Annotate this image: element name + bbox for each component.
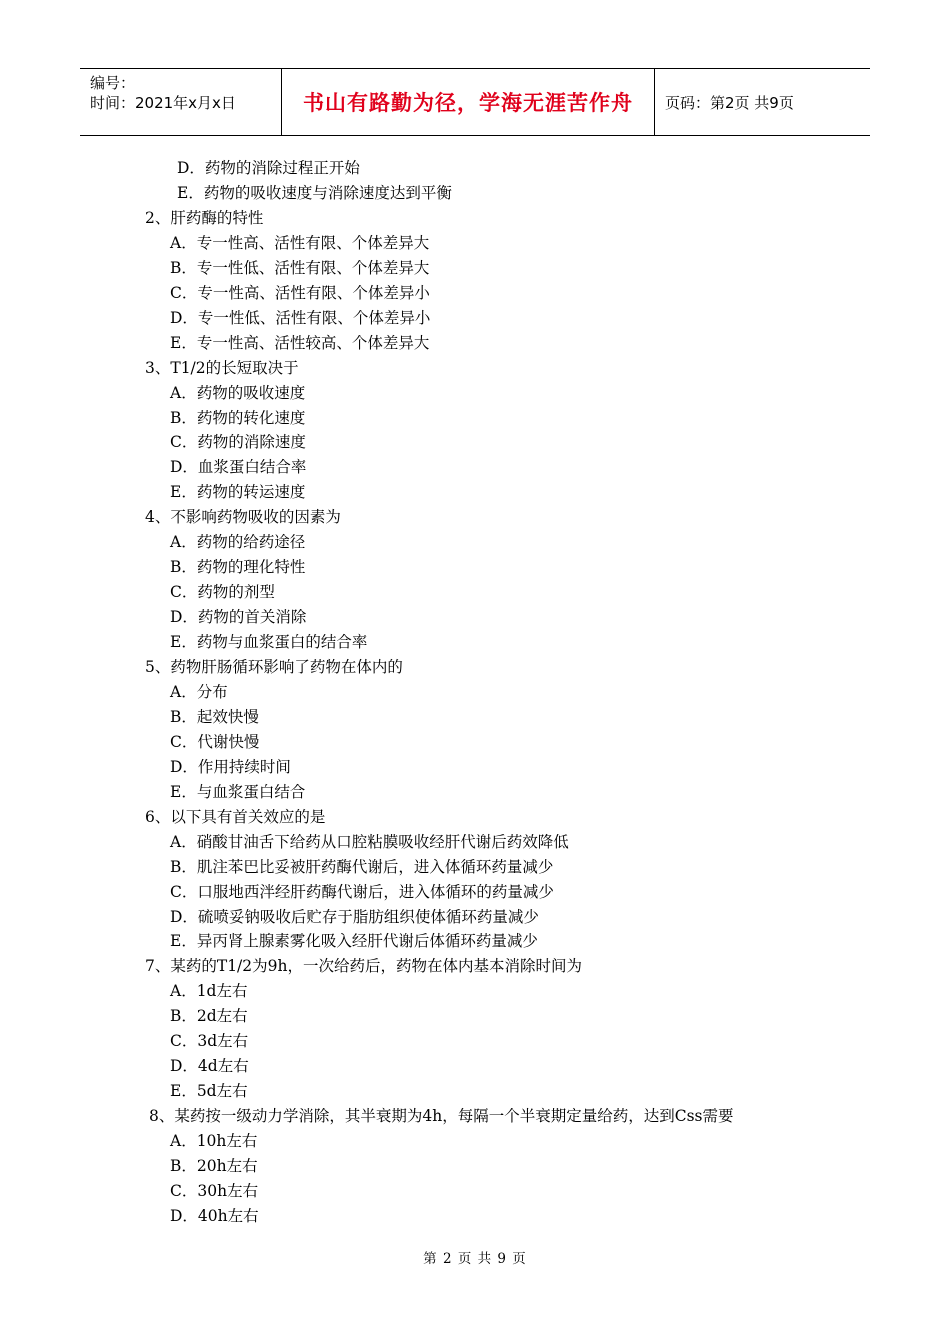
option-line: C．3d左右 (170, 1032, 249, 1051)
option-line: E．5d左右 (170, 1082, 248, 1101)
question-line: 4、不影响药物吸收的因素为 (145, 508, 341, 527)
option-line: B．专一性低、活性有限、个体差异大 (170, 258, 430, 277)
option-line: C．口服地西泮经肝药酶代谢后，进入体循环的药量减少 (170, 882, 554, 901)
option-line: A．分布 (170, 682, 228, 701)
option-line: B．2d左右 (170, 1007, 248, 1026)
option-line: D．作用持续时间 (170, 757, 291, 776)
header-page-info: 页码：第2页 共9页 (665, 93, 794, 112)
page-header (80, 68, 870, 136)
option-line: B．起效快慢 (170, 707, 259, 726)
option-line: D．血浆蛋白结合率 (170, 458, 307, 477)
header-motto: 书山有路勤为径，学海无涯苦作舟 (282, 69, 655, 135)
option-line: C．专一性高、活性有限、个体差异小 (170, 283, 430, 302)
option-line: D．药物的消除过程正开始 (177, 159, 360, 177)
option-line: C．代谢快慢 (170, 732, 260, 751)
header-meta (80, 69, 282, 135)
serial-label: 编号： (90, 74, 136, 92)
option-line: B．肌注苯巴比妥被肝药酶代谢后，进入体循环药量减少 (170, 857, 554, 876)
option-line: A．药物的吸收速度 (170, 383, 306, 402)
option-line: A．硝酸甘油舌下给药从口腔粘膜吸收经肝代谢后药效降低 (170, 832, 569, 851)
question-line: 5、药物肝肠循环影响了药物在体内的 (145, 658, 403, 676)
option-line: A．1d左右 (170, 982, 248, 1001)
option-line: E．与血浆蛋白结合 (170, 782, 306, 801)
option-line: C．药物的剂型 (170, 583, 275, 602)
option-line: C．30h左右 (170, 1181, 259, 1200)
option-line: D．专一性低、活性有限、个体差异小 (170, 308, 431, 327)
option-line: A．专一性高、活性有限、个体差异大 (170, 233, 430, 252)
option-line: B．药物的理化特性 (170, 558, 306, 577)
question-line: 3、T1/2的长短取决于 (145, 358, 299, 377)
question-line: 8、某药按一级动力学消除，其半衰期为4h，每隔一个半衰期定量给药，达到Css需要 (149, 1107, 734, 1126)
question-line: 6、以下具有首关效应的是 (145, 807, 326, 826)
option-line: E．专一性高、活性较高、个体差异大 (170, 333, 430, 352)
option-line: E．异丙肾上腺素雾化吸入经肝代谢后体循环药量减少 (170, 932, 538, 951)
option-line: A．药物的给药途径 (170, 533, 306, 552)
date-label: 时间：2021年x月x日 (90, 94, 236, 112)
question-line: 7、某药的T1/2为9h，一次给药后，药物在体内基本消除时间为 (145, 957, 582, 976)
option-line: A．10h左右 (170, 1132, 258, 1151)
option-line: E．药物与血浆蛋白的结合率 (170, 633, 368, 652)
option-line: D．40h左右 (170, 1206, 259, 1225)
option-line: C．药物的消除速度 (170, 433, 306, 452)
option-line: E．药物的吸收速度与消除速度达到平衡 (177, 183, 452, 202)
option-line: D．硫喷妥钠吸收后贮存于脂肪组织使体循环药量减少 (170, 907, 539, 926)
option-line: B．20h左右 (170, 1157, 258, 1175)
option-line: B．药物的转化速度 (170, 408, 306, 427)
page-footer: 第 2 页 共 9 页 (423, 1251, 527, 1267)
option-line: E．药物的转运速度 (170, 483, 306, 502)
option-line: D．药物的首关消除 (170, 608, 307, 627)
question-line: 2、肝药酶的特性 (145, 208, 264, 227)
option-line: D．4d左右 (170, 1057, 249, 1076)
